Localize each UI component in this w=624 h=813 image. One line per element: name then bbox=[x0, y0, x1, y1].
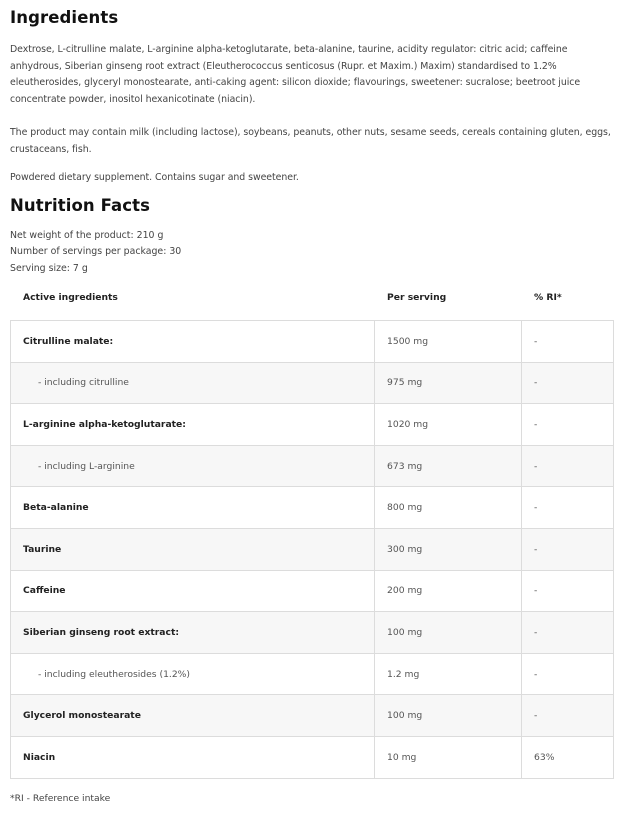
header-ri: % RI* bbox=[534, 292, 562, 303]
table-row bbox=[11, 570, 614, 612]
table-row bbox=[11, 404, 614, 446]
ingredient-name: Niacin bbox=[11, 736, 375, 778]
ingredient-name: - including citrulline bbox=[11, 362, 375, 404]
ingredient-name: Taurine bbox=[11, 528, 375, 570]
supplement-note: Powdered dietary supplement. Contains sugar and sweetener. bbox=[10, 172, 299, 183]
ri-value: 63% bbox=[522, 736, 614, 778]
ingredient-name: L-arginine alpha-ketoglutarate: bbox=[11, 404, 375, 446]
per-serving-value: 1500 mg bbox=[375, 321, 522, 363]
ingredient-name: - including L-arginine bbox=[11, 445, 375, 487]
table-row bbox=[11, 487, 614, 529]
serving-size: Serving size: 7 g bbox=[10, 262, 88, 274]
per-serving-value: 1020 mg bbox=[375, 404, 522, 446]
allergens-text: The product may contain milk (including lactose), soybeans, peanuts, other nuts, sesame seeds, cereals containing gluten, eggs, crustaceans, fish. bbox=[10, 127, 611, 155]
ri-value: - bbox=[522, 445, 614, 487]
ri-value: - bbox=[522, 695, 614, 737]
ri-footnote: *RI - Reference intake bbox=[10, 793, 111, 804]
nutrition-table-header bbox=[10, 290, 613, 308]
per-serving-value: 975 mg bbox=[375, 362, 522, 404]
ingredient-name: Citrulline malate: bbox=[11, 321, 375, 363]
table-row bbox=[11, 653, 614, 695]
ri-value: - bbox=[522, 653, 614, 695]
ingredient-name: Caffeine bbox=[11, 570, 375, 612]
per-serving-value: 673 mg bbox=[375, 445, 522, 487]
table-row bbox=[11, 362, 614, 404]
nutrition-facts-heading: Nutrition Facts bbox=[10, 196, 151, 215]
table-row bbox=[11, 736, 614, 778]
table-row bbox=[11, 528, 614, 570]
ingredient-name: Beta-alanine bbox=[11, 487, 375, 529]
ingredient-name: Siberian ginseng root extract: bbox=[11, 612, 375, 654]
per-serving-value: 300 mg bbox=[375, 528, 522, 570]
nutrition-table bbox=[10, 320, 614, 779]
header-active-ingredients: Active ingredients bbox=[23, 292, 118, 303]
servings-per-package: Number of servings per package: 30 bbox=[10, 246, 182, 258]
ri-value: - bbox=[522, 570, 614, 612]
ri-value: - bbox=[522, 612, 614, 654]
header-per-serving: Per serving bbox=[387, 292, 447, 303]
ingredients-text: Dextrose, L-citrulline malate, L-arginine alpha-ketoglutarate, beta-alanine, taurine, acidity regulator: citric acid; caffeine anhydrous, Siberian ginseng root extract (Eleutherococcus senticosus (Rupr. et Maxim.) Maxim) standardised to 1.2% eleutherosides, glyceryl monostearate, anti-caking agent: silicon dioxide; flavourings, sweetener: sucralose; beetroot juice concentrate powder, inositol hexanicotinate (niacin). bbox=[10, 44, 581, 105]
table-row bbox=[11, 695, 614, 737]
per-serving-value: 200 mg bbox=[375, 570, 522, 612]
table-row bbox=[11, 321, 614, 363]
per-serving-value: 1.2 mg bbox=[375, 653, 522, 695]
ri-value: - bbox=[522, 362, 614, 404]
per-serving-value: 100 mg bbox=[375, 612, 522, 654]
ri-value: - bbox=[522, 321, 614, 363]
ingredient-name: - including eleutherosides (1.2%) bbox=[11, 653, 375, 695]
ri-value: - bbox=[522, 487, 614, 529]
table-row bbox=[11, 445, 614, 487]
product-facts bbox=[10, 228, 181, 277]
per-serving-value: 10 mg bbox=[375, 736, 522, 778]
ingredient-name: Glycerol monostearate bbox=[11, 695, 375, 737]
table-row bbox=[11, 612, 614, 654]
per-serving-value: 100 mg bbox=[375, 695, 522, 737]
ri-value: - bbox=[522, 404, 614, 446]
ingredients-heading: Ingredients bbox=[10, 8, 119, 27]
net-weight: Net weight of the product: 210 g bbox=[10, 230, 164, 241]
ri-value: - bbox=[522, 528, 614, 570]
per-serving-value: 800 mg bbox=[375, 487, 522, 529]
